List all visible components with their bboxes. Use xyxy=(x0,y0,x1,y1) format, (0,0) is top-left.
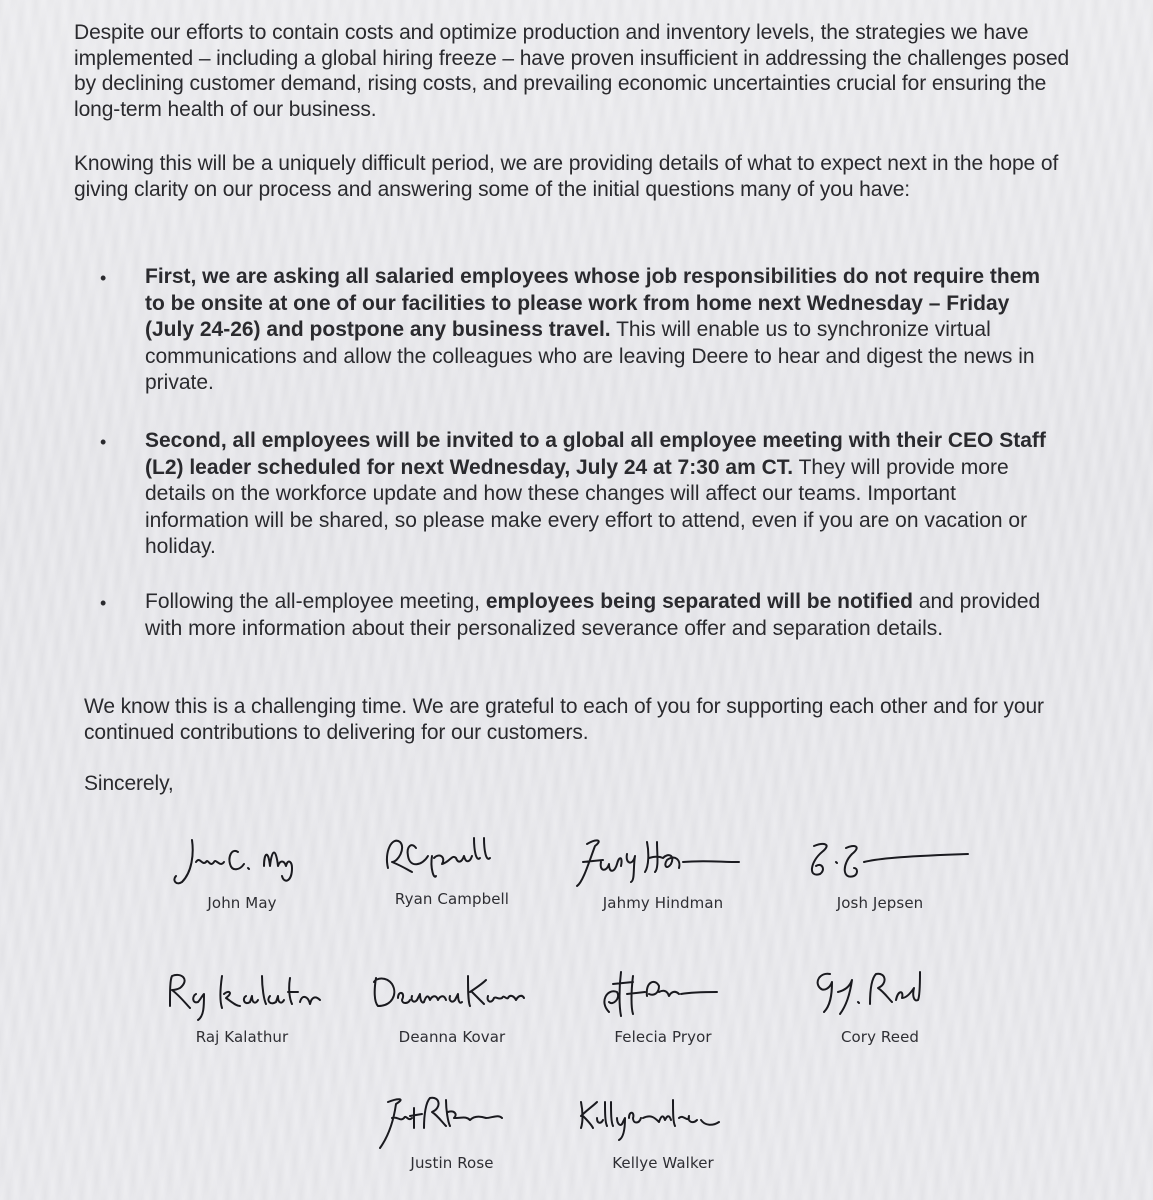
signature-block-john-may xyxy=(142,832,342,912)
signatory-name: Deanna Kovar xyxy=(398,1028,506,1046)
signature-block-cory-reed xyxy=(780,962,980,1046)
signatory-name: Cory Reed xyxy=(840,1028,920,1046)
bullet-bold-text: Second, all employees will be invited to a global all employee meeting with their CEO Staff (L2) leader scheduled for next Wednesday, July 24 at 7:30 am CT. xyxy=(145,429,1046,479)
signature-block-josh-jepsen xyxy=(780,832,980,912)
signature-jahmy-hindman-image xyxy=(563,832,763,890)
bullet-normal-text: This will enable us to synchronize virtual communications and allow the colleagues who are leaving Deere to hear and digest the news in private. xyxy=(145,318,1035,394)
bullet-text xyxy=(145,428,1050,561)
signature-john-may-image xyxy=(152,832,332,890)
signatory-name: Josh Jepsen xyxy=(836,894,924,912)
signatory-name: Ryan Campbell xyxy=(394,890,510,908)
signature-kellye-walker-image xyxy=(563,1088,763,1150)
bullet-icon: • xyxy=(100,432,107,452)
bullet-normal-text: They will provide more details on the workforce update and how these changes will affect our teams. Important information will be shared, so please make every effort to attend, even if you are on vacation or holiday. xyxy=(145,455,1028,558)
paragraph-expectations: Knowing this will be a uniquely difficult period, we are providing details of what to expect next in the hope of giving clarity on our process and answering some of the initial questions many of you have: xyxy=(74,152,1059,201)
signatory-name: John May xyxy=(207,894,277,912)
bullet-bold-text: employees being separated will be notified xyxy=(485,590,913,613)
bullet-normal-text: and provided with more information about their personalized severance offer and separation details. xyxy=(145,590,1041,640)
closing-salutation: Sincerely, xyxy=(84,772,174,795)
signature-cory-reed-image xyxy=(780,962,980,1024)
signature-block-jahmy-hindman xyxy=(563,832,763,912)
signature-josh-jepsen-image xyxy=(780,832,980,890)
signature-block-justin-rose xyxy=(352,1088,552,1172)
signature-justin-rose-image xyxy=(352,1088,552,1150)
signature-deanna-kovar-image xyxy=(352,966,552,1024)
signature-block-kellye-walker xyxy=(563,1088,763,1172)
signature-block-ryan-campbell xyxy=(352,828,552,908)
signature-block-deanna-kovar xyxy=(352,966,552,1046)
bullet-text xyxy=(145,589,1050,642)
signature-raj-kalathur-image xyxy=(142,966,342,1024)
signature-block-felecia-pryor xyxy=(563,962,763,1046)
signatory-name: Felecia Pryor xyxy=(614,1028,712,1046)
signature-felecia-pryor-image xyxy=(563,962,763,1024)
bullet-bold-text: First, we are asking all salaried employees whose job responsibilities do not require them to be onsite at one of our facilities to please work from home next Wednesday – Friday (July 24-26) and postpone any business travel. xyxy=(145,265,1041,341)
signature-ryan-campbell-image xyxy=(362,828,542,886)
paragraph-gratitude: We know this is a challenging time. We are grateful to each of you for supporting each other and for your continued contributions to delivering for our customers. xyxy=(84,695,1044,744)
signatory-name: Jahmy Hindman xyxy=(602,894,724,912)
signatory-name: Raj Kalathur xyxy=(195,1028,289,1046)
bullet-normal-text: Following the all-employee meeting, xyxy=(145,590,486,613)
paragraph-intro: Despite our efforts to contain costs and optimize production and inventory levels, the strategies we have implemented – including a global hiring freeze – have proven insufficient in addressing the challenges posed by declining customer demand, rising costs, and prevailing economic uncertainties crucial for ensuring the long-term health of our business. xyxy=(74,21,1070,121)
signatory-name: Kellye Walker xyxy=(612,1154,714,1172)
bullet-text xyxy=(145,264,1050,397)
bullet-icon: • xyxy=(100,593,107,613)
signature-block-raj-kalathur xyxy=(142,966,342,1046)
bullet-icon: • xyxy=(100,268,107,288)
signatory-name: Justin Rose xyxy=(410,1154,494,1172)
